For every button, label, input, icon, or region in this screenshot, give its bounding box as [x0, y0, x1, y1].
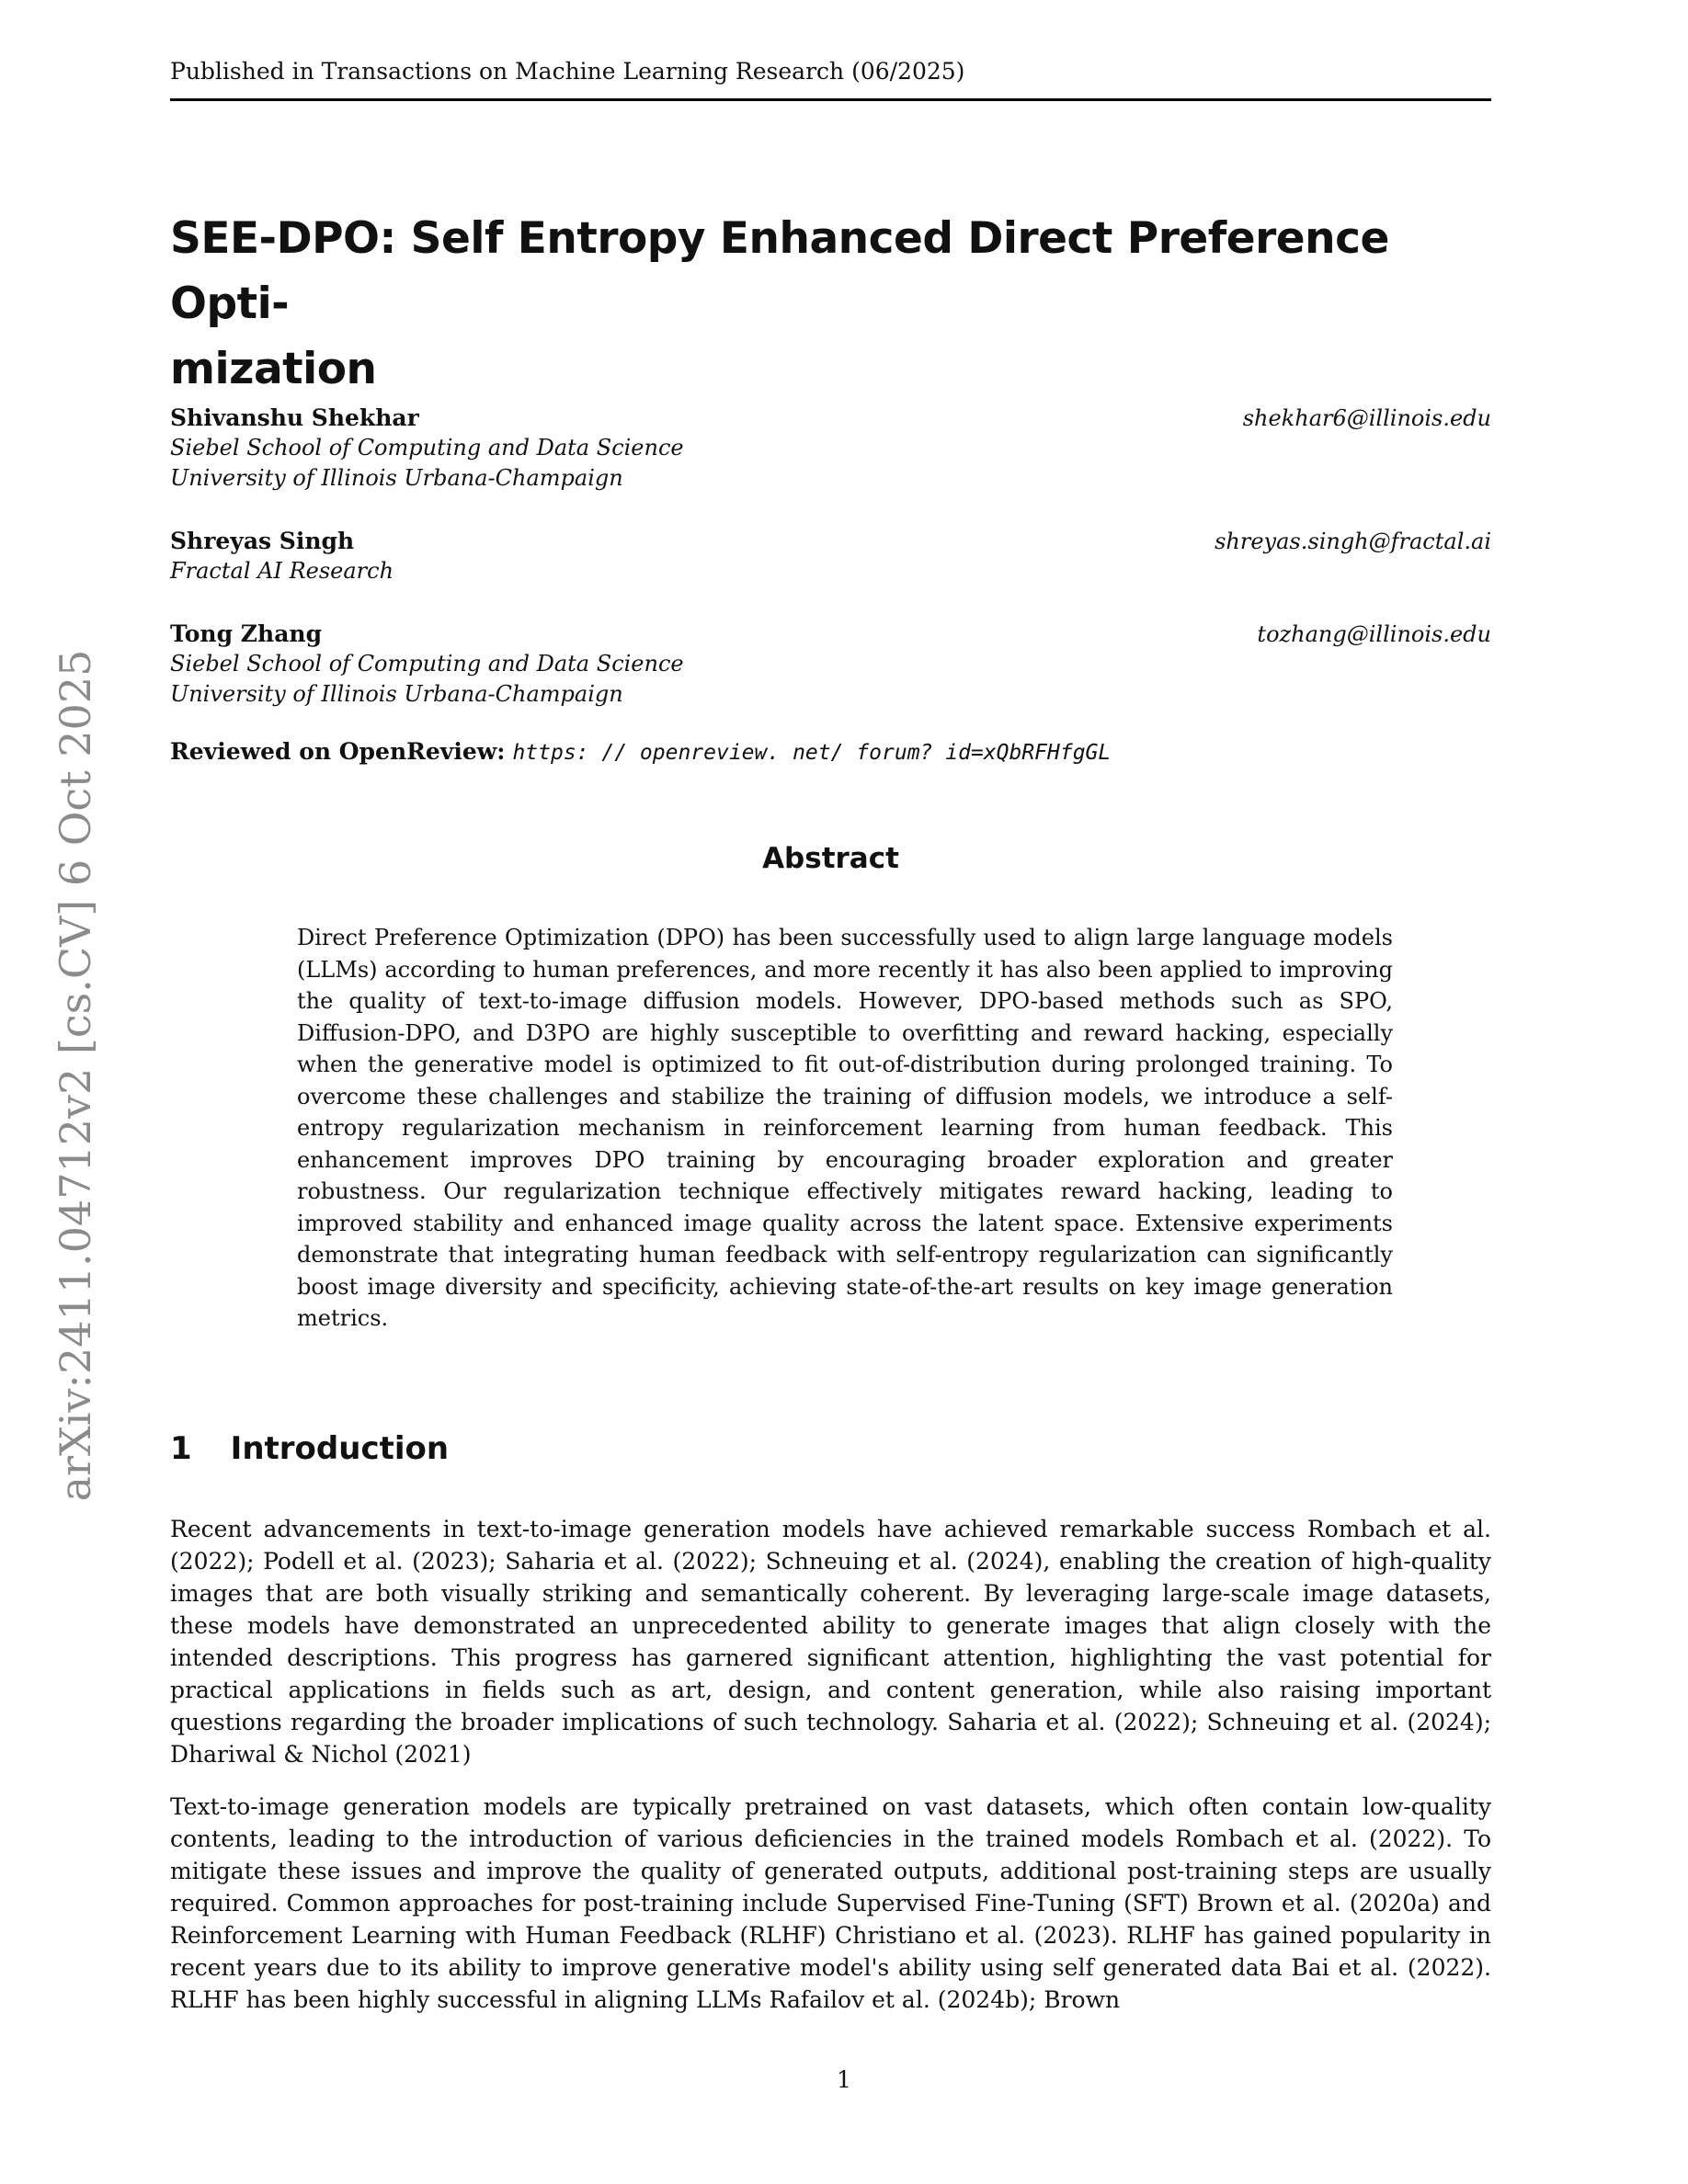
abstract-text: Direct Preference Optimization (DPO) has been successfully used to align large language models (LLMs) according to human preferences, and more recently it has also been applied to improving the quality of text-to-image diffusion models. However, DPO-based methods such as SPO, Diffusion-DPO, and D3PO are highly susceptible to overfitting and reward hacking, especially when the generative model is optimized to fit out-of-distribution during prolonged training. To overcome these challenges and stabilize the training of diffusion models, we introduce a self-entropy regularization mechanism in reinforcement learning from human feedback. This enhancement improves DPO training by encouraging broader exploration and greater robustness. Our regularization technique effectively mitigates reward hacking, leading to improved stability and enhanced image quality across the latent space. Extensive experiments demonstrate that integrating human feedback with self-entropy regularization can significantly boost image diversity and specificity, achieving state-of-the-art results on key image generation metrics. — [297, 925, 1393, 1331]
author-affiliation: University of Illinois Urbana-Champaign — [170, 465, 623, 491]
section-heading-introduction — [170, 1430, 449, 1467]
author-email: shreyas.singh@fractal.ai — [1215, 529, 1491, 554]
author-affiliation: University of Illinois Urbana-Champaign — [170, 681, 623, 707]
published-in-header: Published in Transactions on Machine Learning Research (06/2025) — [170, 57, 1491, 101]
author-affiliation: Siebel School of Computing and Data Science — [170, 435, 684, 461]
author-entry — [170, 619, 1491, 710]
arxiv-watermark: arXiv:2411.04712v2 [cs.CV] 6 Oct 2025 — [51, 649, 100, 1502]
paper-title-line-2: mization — [170, 344, 377, 394]
paper-title-line-1: SEE-DPO: Self Entropy Enhanced Direct Preference Opti- — [170, 213, 1389, 329]
openreview-url-link[interactable]: https: // openreview. net/ forum? id=xQbRFHfgGL — [512, 741, 1112, 765]
author-email: tozhang@illinois.edu — [1257, 621, 1491, 647]
author-entry — [170, 526, 1491, 586]
page-number: 1 — [837, 2066, 851, 2093]
author-affiliation: Siebel School of Computing and Data Science — [170, 651, 684, 677]
section-number: 1 — [170, 1430, 192, 1467]
openreview-label: Reviewed on OpenReview: — [170, 738, 506, 765]
author-name: Shivanshu Shekhar — [170, 404, 419, 431]
author-name: Tong Zhang — [170, 620, 323, 647]
author-block — [170, 403, 1491, 742]
author-email: shekhar6@illinois.edu — [1242, 405, 1491, 431]
author-entry — [170, 403, 1491, 494]
section-title: Introduction — [230, 1430, 450, 1467]
intro-paragraph-2: Text-to-image generation models are typically pretrained on vast datasets, which often contain low-quality contents, leading to the introduction of various deficiencies in the trained models Rombach et al. (2022). To mitigate these issues and improve the quality of generated outputs, additional post-training steps are usually required. Common approaches for post-training include Supervised Fine-Tuning (SFT) Brown et al. (2020a) and Reinforcement Learning with Human Feedback (RLHF) Christiano et al. (2023). RLHF has gained popularity in recent years due to its ability to improve generative model's ability using self generated data Bai et al. (2022). RLHF has been highly successful in aligning LLMs Rafailov et al. (2024b); Brown — [170, 1793, 1491, 2013]
author-affiliation: Fractal AI Research — [170, 558, 394, 584]
paper-title — [170, 206, 1512, 402]
author-name: Shreyas Singh — [170, 528, 355, 554]
abstract-heading: Abstract — [762, 842, 899, 875]
intro-paragraph-1: Recent advancements in text-to-image generation models have achieved remarkable success Rombach et al. (2022); Podell et al. (2023); Saharia et al. (2022); Schneuing et al. (2024), enabling the creation of high-quality images that are both visually striking and semantically coherent. By leveraging large-scale image datasets, these models have demonstrated an unprecedented ability to generate images that align closely with the intended descriptions. This progress has garnered significant attention, highlighting the vast potential for practical applications in fields such as art, design, and content generation, while also raising important questions regarding the broader implications of such technology. Saharia et al. (2022); Schneuing et al. (2024); Dhariwal & Nichol (2021) — [170, 1516, 1491, 1768]
openreview-line — [170, 738, 1491, 765]
